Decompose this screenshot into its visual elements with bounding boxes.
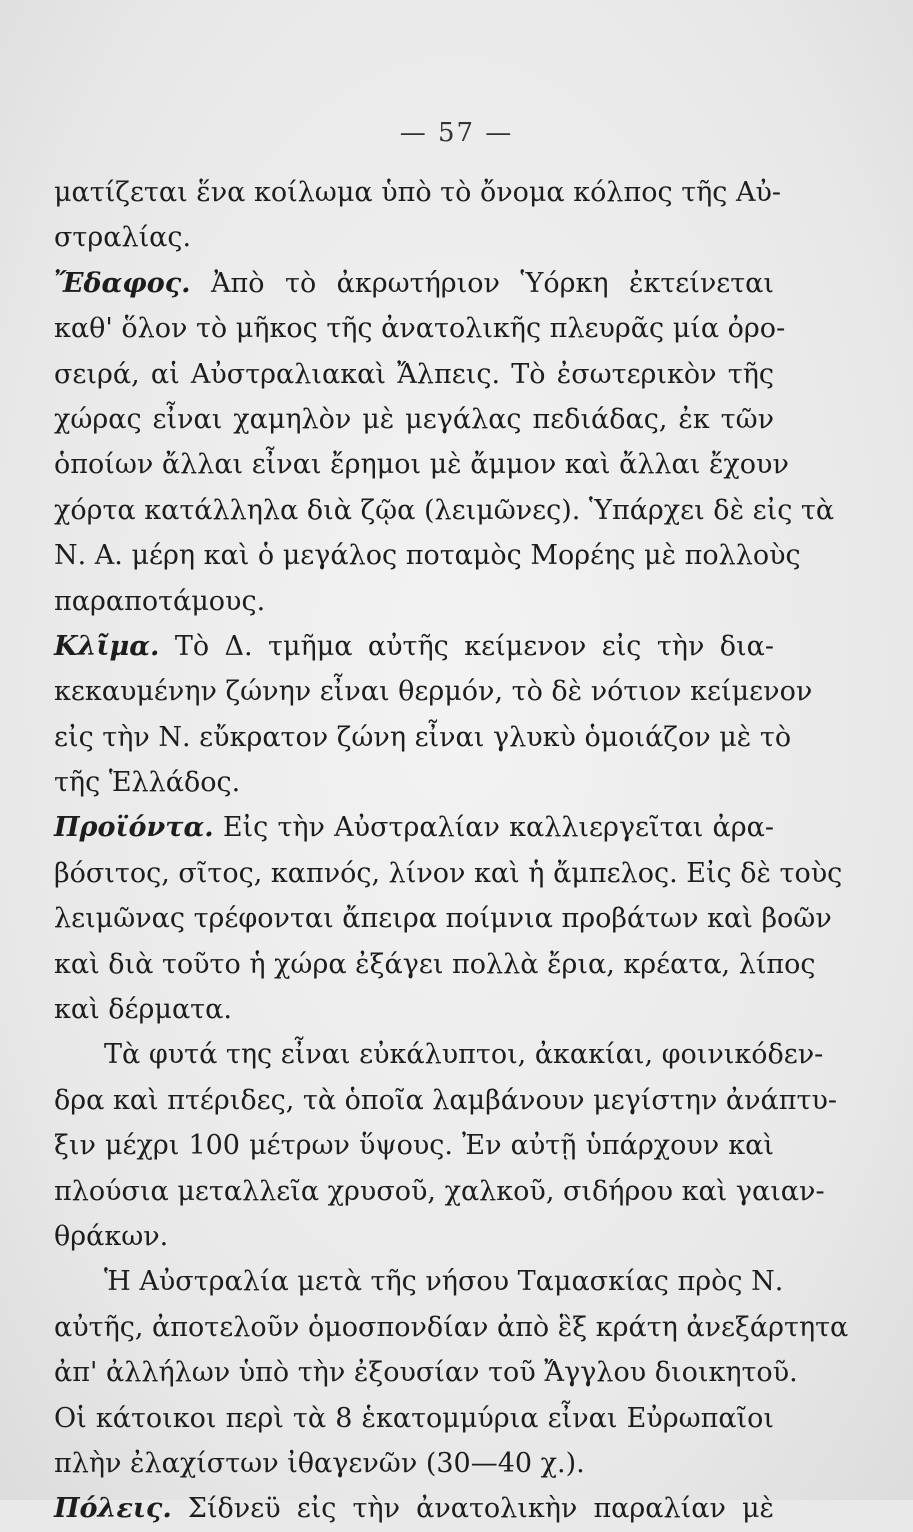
line-text: καθ' ὅλον τὸ μῆκος τῆς ἀνατολικῆς πλευρᾶς μία ὀρο- [54,313,786,345]
line-text: αὐτῆς, ἀποτελοῦν ὁμοσπονδίαν ἀπὸ ἓξ κράτη ἀνεξάρτητα [54,1311,849,1343]
line-text: Ἀπὸ τὸ ἀκρωτήριον Ὑόρκη ἐκτείνεται [190,267,774,299]
line-text: σειρά, αἱ Αὐστραλιακαὶ Ἄλπεις. Τὸ ἐσωτερικὸν τῆς [54,358,774,390]
line-text: Σίδνεϋ εἰς τὴν ἀνατολικὴν παραλίαν μὲ [171,1493,774,1525]
text-line [54,987,774,1032]
line-text: καὶ δέρματα. [54,994,232,1026]
text-line [54,942,816,987]
section-heading: Κλῖμα. [54,630,160,662]
line-text: τῆς Ἑλλάδος. [54,767,241,799]
section-heading: Πόλεις. [54,1493,172,1525]
line-text: εἰς τὴν Ν. εὔκρατον ζώνη εἶναι γλυκὺ ὁμοιάζον μὲ τὸ [54,721,792,753]
line-text: βόσιτος, σῖτος, καπνός, λίνον καὶ ἡ ἄμπελος. Εἰς δὲ τοὺς [54,857,843,889]
line-text: Εἰς τὴν Αὐστραλίαν καλλιεργεῖται ἀρα- [213,812,774,844]
section-heading: Ἔδαφος. [54,267,191,299]
text-line [54,397,774,442]
text-line [54,579,774,624]
line-text: ξιν μέχρι 100 μέτρων ὕψους. Ἐν αὐτῇ ὑπάρχουν καὶ [54,1130,774,1162]
line-text: στραλίας. [54,222,192,254]
line-text: λειμῶνας τρέφονται ἄπειρα ποίμνια προβάτων καὶ βοῶν [54,903,832,935]
text-line [54,851,843,896]
line-text: ματίζεται ἕνα κοίλωμα ὑπὸ τὸ ὄνομα κόλπος τῆς Αὐ- [54,177,782,208]
text-line [54,1441,774,1486]
line-text: κεκαυμένην ζώνην εἶναι θερμόν, τὸ δὲ νότιον κείμενον [54,676,813,708]
text-line [54,261,774,306]
line-text: Τὰ φυτά της εἶναι εὐκάλυπτοι, ἀκακίαι, φοινικόδεν- [104,1039,824,1071]
text-line [54,533,801,578]
text-line [54,896,832,941]
line-text: ὁποίων ἄλλαι εἶναι ἔρημοι μὲ ἄμμον καὶ ἄλλαι ἔχουν [54,449,789,481]
text-line [54,760,774,805]
body-text [54,170,849,1532]
text-line [54,1259,784,1304]
line-text: Ν. Α. μέρη καὶ ὁ μεγάλος ποταμὸς Μορέης μὲ πολλοὺς [54,540,801,572]
line-text: καὶ διὰ τοῦτο ἡ χώρα ἐξάγει πολλὰ ἔρια, κρέατα, λίπος [54,948,816,980]
text-line [54,306,786,351]
text-line [54,1350,798,1395]
text-line [54,669,813,714]
line-text: Οἱ κάτοικοι περὶ τὰ 8 ἑκατομμύρια εἶναι Εὐρωπαῖοι [54,1402,774,1434]
text-line [54,1032,824,1077]
text-line [54,1214,774,1259]
line-text: χόρτα κατάλληλα διὰ ζῷα (λειμῶνες). Ὑπάρχει δὲ εἰς τὰ [54,494,835,526]
text-line [54,215,774,260]
text-line [54,624,774,669]
text-line [54,1078,837,1123]
text-line [54,805,774,850]
text-line [54,488,835,533]
text-line [54,1123,774,1168]
text-line [54,170,782,215]
text-line [54,1486,774,1531]
line-text: ἀπ' ἀλλήλων ὑπὸ τὴν ἐξουσίαν τοῦ Ἄγγλου διοικητοῦ. [54,1357,798,1389]
line-text: Τὸ Δ. τμῆμα αὐτῆς κείμενον εἰς τὴν δια- [159,630,774,662]
text-line [54,715,792,760]
line-text: χώρας εἶναι χαμηλὸν μὲ μεγάλας πεδιάδας, ἐκ τῶν [54,403,774,435]
line-text: πλὴν ἐλαχίστων ἰθαγενῶν (30—40 χ.). [54,1447,585,1479]
text-line [54,1169,825,1214]
line-text: δρα καὶ πτέριδες, τὰ ὁποῖα λαμβάνουν μεγίστην ἀνάπτυ- [54,1084,837,1116]
page-number: — 57 — [399,118,514,148]
text-line [54,442,789,487]
line-text: πλούσια μεταλλεῖα χρυσοῦ, χαλκοῦ, σιδήρου καὶ γαιαν- [54,1175,825,1207]
line-text: Ἡ Αὐστραλία μετὰ τῆς νήσου Ταμασκίας πρὸς Ν. [104,1266,784,1298]
text-line [54,1396,774,1441]
line-text: παραποτάμους. [54,585,266,617]
text-line [54,1305,849,1350]
section-heading: Προϊόντα. [54,812,214,844]
line-text: θράκων. [54,1220,169,1252]
text-line [54,352,774,397]
